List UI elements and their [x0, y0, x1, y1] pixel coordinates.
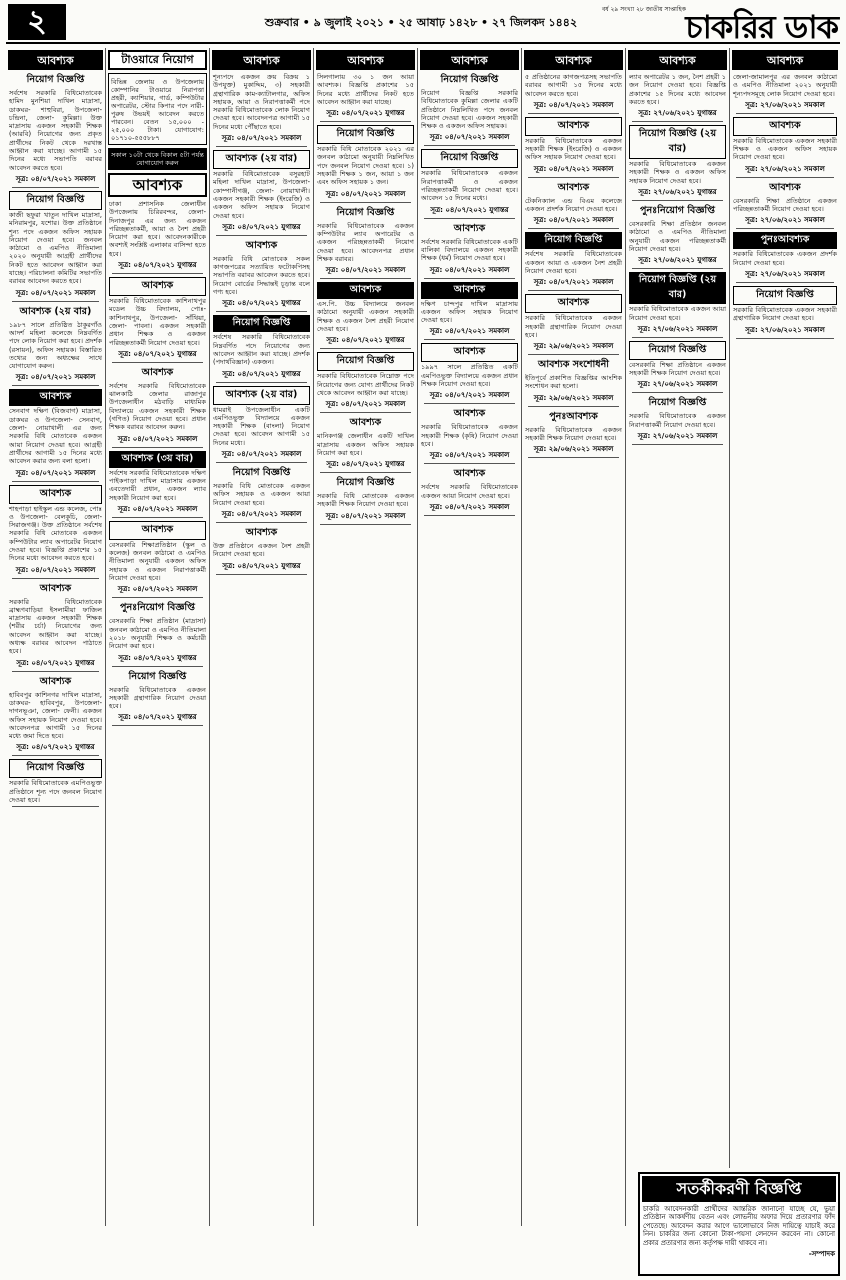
contact-band: সকাল ১০টা থেকে বিকাল ৫টা পর্যন্ত যোগাযোগ করুন — [108, 148, 207, 170]
column-8 — [730, 48, 840, 1168]
ad-title: নিয়োগ বিজ্ঞপ্তি — [733, 286, 837, 305]
ad-body: সরকারি বিধিমোতাবেক একজন সহকারী গ্রন্থাগারিক নিয়োগ দেওয়া হবে। — [109, 685, 206, 711]
ad-source: সূত্র: ০৪/০৭/২০২১ যুগান্তর — [16, 743, 95, 752]
ad-source: সূত্র: ০৪/০৭/২০২১ সমকাল — [117, 504, 198, 513]
ad-body: মানিকগঞ্জ জেলাধীন একটি দাখিল মাদ্রাসায় একজন অফিস সহায়ক নিয়োগ করা হবে। — [317, 432, 414, 457]
ad-source: সূত্র: ২৭/০৬/২০২১ সমকাল — [745, 100, 825, 109]
ad-source: সূত্র: ০৪/০৭/২০২১ যুগান্তর — [222, 561, 301, 570]
ad-source: সূত্র: ০৪/০৭/২০২১ সমকাল — [429, 133, 510, 142]
dateline: শুক্রবার • ৯ জুলাই ২০২১ • ২৫ আষাঢ় ১৪২৮ • ২৭ জিলকদ ১৪৪২ — [264, 16, 578, 29]
ad-body: ৫ প্রতিষ্ঠানের কাগজপত্রসহ সভাপতি বরাবর আগামী ১৫ দিনের মধ্যে আবেদন করতে হবে। — [525, 73, 622, 98]
ad-body: সর্বশেষ সরকারি বিধিমোতাবেক একজন আয়া ও একজন নৈশ প্রহরী নিয়োগ দেওয়া হবে। — [525, 250, 622, 275]
ad-body: টেকনিক্যাল এন্ড বিএম কলেজে একজন প্রদর্শক নিয়োগ দেওয়া হবে। — [525, 196, 622, 214]
ad-body: সরকারি বিধিমোতাবেক একজন সহকারী শিক্ষক নিয়োগ দেওয়া হবে। — [525, 425, 622, 443]
ad-body: বেসরকারি শিক্ষা প্রতিষ্ঠান জনবল কাঠামো ও এমপিও নীতিমালা অনুযায়ী একজন পরিচ্ছন্নতাকর্মী নিয়োগ দেওয়া হবে। — [629, 220, 726, 253]
job-ad — [106, 451, 209, 518]
column-heading: আবশ্যক — [316, 50, 415, 70]
page-number: ২ — [8, 4, 66, 40]
ad-source: সূত্র: ০৪/০৭/২০২১ সমকাল — [533, 164, 614, 173]
job-ad — [522, 181, 625, 230]
ad-body: সরকারি বিধিমোতাবেক নিম্নোক্ত পদে নিয়োগের জন্য যোগ্য প্রার্থীদের নিকট থেকে আবেদন আহ্বান করা যাচ্ছে। — [317, 372, 414, 397]
ad-title: আবশ্যক — [769, 181, 801, 193]
job-ad — [314, 282, 417, 349]
ad-body: সরকারি বিধিমোতাবেক এমপিওভুক্ত প্রতিষ্ঠানে শূন্য পদে জনবল নিয়োগ দেওয়া হবে। — [9, 779, 102, 805]
ad-body: সরকারি বিধিমোতাবেক একজন সহকারী শিক্ষক ও একজন অফিস সহায়ক নিয়োগ দেওয়া হবে। — [733, 136, 837, 162]
ad-title: আবশ্যক — [525, 294, 622, 313]
ad-source: সূত্র: ০৪/০৭/২০২১ সমকাল — [117, 434, 198, 443]
column-heading: আবশ্যক — [524, 50, 623, 70]
ad-source: সূত্র: ০৪/০৭/২০২১ সমকাল — [221, 450, 302, 459]
job-ad — [314, 416, 417, 473]
job-ad — [106, 601, 209, 666]
ad-title: আবশ্যক — [557, 181, 590, 193]
ad-divider — [632, 121, 723, 122]
ad-source: সূত্র: ০৪/০৭/২০২১ সমকাল — [429, 391, 510, 400]
job-ad — [418, 222, 521, 279]
job-ad — [626, 272, 729, 338]
ad-divider — [528, 354, 619, 355]
job-ad — [210, 526, 313, 575]
ad-title: পুনঃআবশ্যক — [733, 232, 837, 249]
ad-body: সিলগালায় ৩০ ১ জন আয়া আবশ্যক। বিজ্ঞপ্তি প্রকাশের ১৫ দিনের মধ্যে প্রার্থীদের নিকট হতে আবেদন আহ্বান করা যাচ্ছে। — [317, 73, 414, 106]
ad-divider — [320, 472, 411, 473]
job-ad — [522, 294, 625, 355]
job-ad — [6, 582, 105, 672]
job-ad — [730, 73, 840, 114]
ad-title: আবশ্যক — [349, 417, 382, 429]
job-ad — [730, 286, 840, 339]
ad-title: আবশ্যক — [39, 582, 72, 594]
ad-title: নিয়োগ বিজ্ঞপ্তি — [213, 315, 310, 332]
ad-body: বেসরকারি শিক্ষাপ্রতিষ্ঠান (স্কুল ও কলেজ) জনবল কাঠামো ও এমপিও নীতিমালা অনুযায়ী একজন অফিস সহায়ক ও একজন নিরাপত্তাকর্মী নিয়োগ দেওয়া হবে। — [109, 540, 206, 583]
ad-body: সর্বশেষ সরকারি বিধিমোতাবেক হামিদ মুনশিয়া দাখিল মাদ্রাসা, ডাকঘর- শাহুবিরা, উপজেলা- চন্দ্রিনা, জেলা- কুমিল্লা। উক্ত মাদ্রাসায় একজন সহকারী শিক্ষক (আরবি) নিয়োগের জন্য প্রকৃত প্রার্থীদের নিকট থেকে দরখাস্ত আহ্বান করা যাচ্ছে। আগামী ১৫ দিনের মধ্যে সভাপতি বরাবর আবেদন করতে হবে। — [9, 89, 102, 172]
ad-title: নিয়োগ বিজ্ঞপ্তি — [317, 352, 414, 371]
ad-title: নিয়োগ বিজ্ঞপ্তি — [421, 149, 518, 168]
ad-title: আবশ্যক সংশোধনী — [538, 359, 609, 371]
ad-body: সরকারি বিধিমোতাবেক একজন আয়া নিয়োগ দেওয়া হবে। — [629, 305, 726, 322]
ad-divider — [216, 522, 307, 523]
ad-body: নিয়োগ বিজ্ঞপ্তি সরকারি বিধিমোতাবেক কুমিল্লা জেলার একটি প্রতিষ্ঠানে নিম্নলিখিত পদে জনবল নিয়োগ দেওয়া হবে। একজন সহকারী শিক্ষক ও একজন অফিস সহায়ক। — [421, 89, 518, 131]
ad-body: ঢাকা প্রশাসনিক জেলাধীন উপজেলায় চিরিরবন্দর, জেলা- দিনাজপুর এর জন্য একজন পরিচ্ছন্নতাকর্মী, আয়া ও নৈশ প্রহরী নিয়োগ করা হবে। আবেদনকারীকে অবশ্যই সংশ্লিষ্ট এলাকার বাসিন্দা হতে হবে। — [109, 200, 206, 258]
job-ad — [210, 466, 313, 523]
ad-body: সরকারি বিধিমোতাবেক একজন সহকারী গ্রন্থাগারিক নিয়োগ দেওয়া হবে। — [525, 314, 622, 339]
ad-body: সরকারি বিধি মোতাবেক একজন অফিস সহায়ক ও একজন আয়া নিয়োগ দেওয়া হবে। — [213, 482, 310, 507]
ad-source: সূত্র: ২৭/০৬/২০২১ সমকাল — [745, 216, 825, 225]
ad-source: সূত্র: ০৪/০৭/২০২১ সমকাল — [533, 100, 614, 109]
ad-source: সূত্র: ০৪/০৭/২০২১ সমকাল — [533, 278, 614, 287]
ad-source: সূত্র: ০৪/০৭/২০২১ সমকাল — [15, 565, 96, 574]
ad-body: বেসরকারি শিক্ষা প্রতিষ্ঠানে একজন পরিচ্ছন্নতাকর্মী নিয়োগ দেওয়া হবে। — [733, 196, 837, 214]
ad-divider — [216, 382, 307, 383]
ad-source: সূত্র: ২৭/০৬/২০২১ সমকাল — [637, 324, 718, 333]
ad-divider — [112, 362, 203, 363]
ad-divider — [216, 311, 307, 312]
ad-divider — [736, 177, 834, 178]
ad-body: দক্ষিণ চান্দপুর দাখিল মাদ্রাসায় একজন অফিস সহায়ক নিয়োগ দেওয়া হবে। — [421, 299, 518, 325]
ad-divider — [12, 671, 99, 672]
column-heading: আবশ্যক — [628, 50, 727, 70]
section-heading: আবশ্যক — [108, 173, 207, 197]
ad-title: আবশ্যক — [525, 117, 622, 136]
job-ad — [418, 467, 521, 516]
warning-notice — [638, 1172, 840, 1276]
ad-title: আবশ্যক — [9, 485, 102, 504]
ad-divider — [12, 806, 99, 807]
job-ad — [418, 343, 521, 404]
ad-source: সূত্র: ০৪/০৭/২০২১ সমকাল — [15, 174, 96, 183]
ad-source: সূত্র: ০৪/০৭/২০২১ যুগান্তর — [222, 222, 301, 231]
ad-title: আবশ্যক — [421, 343, 518, 362]
ad-divider — [632, 268, 723, 269]
ad-divider — [320, 524, 411, 525]
ad-body: উক্ত প্রতিষ্ঠানে একজন নৈশ প্রহরী নিয়োগ দেওয়া হবে। — [213, 541, 310, 559]
ad-title: আবশ্যক — [109, 521, 206, 540]
warning-signature: -সম্পাদক — [808, 1250, 835, 1259]
ad-body: কাজী ছফুরা খাতুন দাখিল মাদ্রাসা, মনিরামপুর, যশোর। উক্ত প্রতিষ্ঠানে শূন্য পদে একজন অফিস সহায়ক নিয়োগ দেওয়া হবে। জনবল কাঠামো ও এমপিও নীতিমালা ২০২০ অনুযায়ী আগ্রহী প্রার্থীদের নিকট হতে আবেদন আহ্বান করা যাচ্ছে। পরিচালনা কমিটির সভাপতি বরাবর আবেদন করতে হবে। — [9, 210, 102, 286]
job-ad — [6, 191, 105, 302]
ad-body: ল্যাব অপারেটর ১ জন, নৈশ প্রহরী ১ জন নিয়োগ দেওয়া হবে। বিজ্ঞপ্তি প্রকাশের ১৫ দিনের মধ্যে আবেদন করতে হবে। — [629, 73, 726, 106]
ad-title: আবশ্যক — [141, 366, 174, 378]
job-ad — [730, 232, 840, 283]
ad-body: সরকারি বিধিমোতাবেক একজন সহকারী শিক্ষক (কৃষি) নিয়োগ দেওয়া হবে। — [421, 423, 518, 448]
ad-divider — [320, 348, 411, 349]
ad-title: আবশ্যক — [9, 389, 102, 406]
ad-title: নিয়োগ বিজ্ঞপ্তি — [336, 477, 395, 489]
ad-body: সরকারি বিধিমোতাবেক ব্রাহ্মণবাড়িয়া ইসলামীয়া ফাজিল মাদ্রাসায় একজন সহকারী শিক্ষক (শরীর চর্চা) নিয়োগের জন্য আবেদন আহ্বান করা যাচ্ছে। অধ্যক্ষ বরাবর আবেদন পাঠাতে হবে। — [9, 597, 102, 656]
job-ad — [6, 305, 105, 387]
ad-body: ইতিপূর্বে প্রকাশিত বিজ্ঞপ্তির আংশিক সংশোধন করা হলো। — [525, 374, 622, 391]
ad-divider — [320, 121, 411, 122]
ad-body: সরকারি বিধিমোতাবেক একজন সহকারী শিক্ষক (ইংরেজি) ও একজন অফিস সহায়ক নিয়োগ দেওয়া হবে। — [525, 136, 622, 162]
ad-body: সরকারি বিধি মোতাবেক সকল কাগজপত্রের সত্যায়িত ফটোকপিসহ সভাপতি বরাবর আবেদন করতে হবে। নিয়োগ বোর্ডের সিদ্ধান্তই চূড়ান্ত বলে গণ্য হবে। — [213, 254, 310, 297]
ad-body: ১৯৮৭ সালে প্রতিষ্ঠিত ঠাকুরগাঁও আদর্শ মহিলা কলেজে নিম্নবর্ণিত পদে লোক নিয়োগ করা হবে। প্রদর্শক (রসায়ন), অফিস সহায়ক। বিস্তারিত তথ্যের জন্য অধ্যক্ষের সাথে যোগাযোগ করুন। — [9, 320, 102, 371]
job-ad — [626, 396, 729, 445]
ad-divider — [320, 278, 411, 279]
tower-job-ad — [108, 73, 207, 145]
ad-title: নিয়োগ বিজ্ঞপ্তি (২য় বার) — [629, 272, 726, 304]
column-5 — [418, 48, 522, 1226]
ad-divider — [112, 666, 203, 667]
ad-body: সরকারি বিধিমোতাবেক একজন সহকারী গ্রন্থাগারিক নিয়োগ দেওয়া হবে। — [733, 305, 837, 323]
job-ad — [730, 181, 840, 230]
ad-divider — [112, 597, 203, 598]
ad-body: জেলা-জামালপুর এর জনবল কাঠামো ও এমপিও নীতিমালা ২০২১ অনুযায়ী শূন্যপদসমূহে লোক নিয়োগ দেওয়া হবে। — [733, 73, 837, 98]
ad-divider — [12, 481, 99, 482]
ad-body: সর্বশেষ সরকারি বিধিমোতাবেক একটি বালিকা বিদ্যালয়ে একজন সহকারী শিক্ষক (ধর্ম) নিয়োগ দেওয়া হবে। — [421, 237, 518, 263]
ad-divider — [528, 406, 619, 407]
ad-divider — [736, 338, 834, 339]
ad-source: সূত্র: ০৪/০৭/২০২১ যুগান্তর — [222, 299, 301, 308]
ad-body: সরকারি বিধিমোতাবেক একজন কম্পিউটার ল্যাব অপারেটর ও একজন পরিচ্ছন্নতাকর্মী নিয়োগ দেওয়া হবে। আবেদনপত্র প্রধান শিক্ষক বরাবর। — [317, 221, 414, 263]
job-ad — [210, 239, 313, 312]
ad-source: সূত্র: ০৪/০৭/২০২১ যুগান্তর — [222, 369, 301, 378]
ad-source: সূত্র: ০৪/০৭/২০২১ যুগান্তর — [430, 205, 509, 214]
ad-source: সূত্র: ০৪/০৭/২০২১ সমকাল — [533, 216, 614, 225]
masthead-title: চাকরির ডাক — [685, 8, 838, 46]
ad-divider — [528, 113, 619, 114]
ad-divider — [12, 385, 99, 386]
job-ad — [314, 476, 417, 525]
job-ad — [314, 73, 417, 122]
warning-body: চাকরি আবেদনকারী প্রার্থীদের আন্তরিক জানানো যাচ্ছে যে, ভুয়া প্রতিষ্ঠান আকর্ষণীয় বেতন এবং লোভনীয় অফার দিয়ে প্রতারণার ফাঁদ পেতেছে। আবেদন করার আগে ভালোভাবে নিজ দায়িত্বে যাচাই করে নিন। চাকরির জন্য কোনো টাকা-পয়সা লেনদেন করবেন না। কোনো প্রকার প্রতারণার জন্য কর্তৃপক্ষ দায়ী থাকবে না। — [643, 1205, 835, 1247]
ad-divider — [424, 339, 515, 340]
job-ad — [522, 73, 625, 114]
ad-body: সরকারি বিধিমোতাবেক বসুরহাট মহিলা দাখিল মাদ্রাসা, উপজেলা- কোম্পানীগঞ্জ, জেলা- নোয়াখালী। একজন সহকারী শিক্ষক (ইংরেজি) ও একজন অফিস সহায়ক নিয়োগ দেওয়া হবে। — [213, 170, 310, 220]
ad-body: এস.পি. উচ্চ বিদ্যালয়ে জনবল কাঠামো অনুযায়ী একজন সহকারী শিক্ষক ও একজন নৈশ প্রহরী নিয়োগ দেওয়া হবে। — [317, 300, 414, 334]
ad-body: সর্বশেষ সরকারি বিধিমোতাবেক নিম্নবর্ণিত পদে নিয়োগের জন্য আবেদন আহ্বান করা যাচ্ছে। প্রদর্শক (পদার্থবিজ্ঞান) একজন। — [213, 333, 310, 367]
ad-divider — [528, 177, 619, 178]
job-ad — [418, 73, 521, 146]
column-2 — [106, 48, 210, 1226]
ad-source: সূত্র: ০৪/০৭/২০২১ যুগান্তর — [16, 658, 95, 667]
ad-divider — [632, 444, 723, 445]
ad-body: সরকারি বিধি মোতাবেক ২০২১ এর জনবল কাঠামো অনুযায়ী নিম্নলিখিত পদে জনবল নিয়োগ দেওয়া হবে। ১) সহকারী শিক্ষক ১ জন, আয়া ১ জন এবং অফিস সহায়ক ১ জন। — [317, 145, 414, 187]
ad-title: আবশ্যক (২য় বার) — [19, 305, 92, 317]
ad-divider — [12, 301, 99, 302]
ad-source: সূত্র: ০৪/০৭/২০২১ সমকাল — [429, 451, 510, 460]
job-ad — [210, 315, 313, 382]
ad-title: নিয়োগ বিজ্ঞপ্তি (২য় বার) — [629, 125, 726, 159]
ad-source: সূত্র: ০৪/০৭/২০২১ সমকাল — [117, 585, 198, 594]
ad-divider — [632, 200, 723, 201]
column-heading: টাওয়ারে নিয়োগ — [108, 50, 207, 70]
ad-source: সূত্র: ২৭/০৬/২০২১ সমকাল — [637, 380, 718, 389]
job-ad — [6, 73, 105, 188]
ad-title: নিয়োগ বিজ্ঞপ্তি — [9, 191, 102, 210]
job-ad — [210, 386, 313, 463]
ad-divider — [528, 290, 619, 291]
ad-title: পুনঃনিয়োগ বিজ্ঞপ্তি — [120, 602, 195, 614]
ad-title: নিয়োগ বিজ্ঞপ্তি — [9, 759, 102, 778]
ad-divider — [12, 578, 99, 579]
ad-body: সর্বশেষ সরকারি বিধিমোতাবেক ঝালকাঠি জেলার রাজাপুর উপজেলাধীন মঠবাড়ি মাধ্যমিক বিদ্যালয়ে একজন সহকারী শিক্ষক (গণিত) নিয়োগ দেওয়া হবে। প্রধান শিক্ষক বরাবর আবেদন করুন। — [109, 381, 206, 432]
job-ad — [106, 366, 209, 448]
ad-title: আবশ্যক — [317, 282, 414, 299]
ad-divider — [216, 462, 307, 463]
ad-body: সর্বশেষ সরকারি বিধিমোতাবেক দক্ষিণ পাইকপাড়া দাখিল মাদ্রাসায় একজন এবতেদায়ী প্রধান, একজন ল্যাব সহকারী নিয়োগ করা হবে। — [109, 468, 206, 502]
column-7 — [626, 48, 730, 1168]
ad-divider — [112, 517, 203, 518]
job-ad — [418, 407, 521, 464]
ad-source: সূত্র: ২৭/০৬/২০২১ সমকাল — [745, 164, 825, 173]
ad-body: শূন্যপদে একজন ক্রয় বিক্রয় ১ উপযুক্ত) মুকাদ্দিম, ৩) সহকারী গ্রন্থাগারিক কাম-ক্যাটালগার, অফিস সহায়ক, আয়া ও নিরাপত্তাকর্মী পদে সরকারি বিধিমোতাবেক লোক নিয়োগ দেওয়া হবে। আবেদনপত্র আগামী ১৫ দিনের মধ্যে পৌঁছাতে হবে। — [213, 73, 310, 131]
job-ad — [106, 521, 209, 598]
ad-divider — [736, 228, 834, 229]
ad-source: সূত্র: ২৭/০৬/২০২১ সমকাল — [745, 325, 825, 334]
ad-title: নিয়োগ বিজ্ঞপ্তি — [336, 206, 395, 218]
ad-title: আবশ্যক — [109, 277, 206, 296]
job-ad — [314, 206, 417, 279]
ad-title: আবশ্যক — [245, 526, 278, 538]
ad-body: সরকারি বিধিমোতাবেক একজন নিরাপত্তাকর্মী নিয়োগ দেওয়া হবে। — [629, 412, 726, 429]
ad-title: নিয়োগ বিজ্ঞপ্তি — [629, 341, 726, 360]
page-header — [6, 4, 840, 44]
ad-divider — [216, 574, 307, 575]
ad-title: আবশ্যক (২য় বার) — [213, 150, 310, 169]
ad-title: আবশ্যক (৩য় বার) — [109, 451, 206, 468]
ad-divider — [632, 337, 723, 338]
masthead-subtitle: বর্ষ ২৯ সংখ্যা ২৮ জাতীয় সাপ্তাহিক — [601, 6, 686, 13]
ad-divider — [320, 412, 411, 413]
ad-body: ধামরাই উপজেলাধীন একটি এমপিওভুক্ত বিদ্যালয়ে একজন সহকারী শিক্ষক (বাংলা) নিয়োগ দেওয়া হবে। আবেদন আগামী ১৫ দিনের মধ্যে। — [213, 405, 310, 447]
ad-source: সূত্র: ০৪/০৭/২০২১ সমকাল — [429, 327, 510, 336]
ad-title: আবশ্যক — [245, 239, 278, 251]
ad-divider — [424, 145, 515, 146]
ad-title: আবশ্যক — [39, 675, 72, 687]
job-ad — [6, 759, 105, 807]
ad-source: সূত্র: ০৪/০৭/২০২১ সমকাল — [15, 468, 96, 477]
ad-source: সূত্র: ২৭/০৬/২০২১ সমকাল — [745, 269, 825, 278]
ad-body: শাহপাড়া হাইস্কুল এন্ড কলেজ, পোঃ ও উপজেলা- বেলকুচি, জেলা- সিরাজগঞ্জ। উক্ত প্রতিষ্ঠানে সর্বশেষ সরকারি বিধি মোতাবেক একজন কম্পিউটার ল্যাব অপারেটর নিয়োগ দেওয়া হবে। বিজ্ঞপ্তি প্রকাশের ১৫ দিনের মধ্যে আবেদন করতে হবে। — [9, 504, 102, 563]
column-3 — [210, 48, 314, 1226]
job-ad — [522, 232, 625, 291]
job-ad — [626, 204, 729, 269]
ad-divider — [424, 218, 515, 219]
ad-divider — [528, 228, 619, 229]
ad-divider — [736, 113, 834, 114]
job-ad — [6, 675, 105, 757]
job-ad — [418, 149, 521, 218]
ad-title: নিয়োগ বিজ্ঞপ্তি — [525, 232, 622, 249]
column-heading: আবশ্যক — [212, 50, 311, 70]
job-ad — [106, 670, 209, 727]
ad-divider — [736, 282, 834, 283]
ad-source: সূত্র: ০৪/০৭/২০২১ যুগান্তর — [326, 109, 405, 118]
ad-source: সূত্র: ২৯/০৬/২০২১ সমকাল — [533, 393, 614, 402]
ad-divider — [320, 202, 411, 203]
ad-divider — [424, 463, 515, 464]
ad-source: সূত্র: ০৪/০৭/২০২১ সমকাল — [325, 511, 406, 520]
job-ad — [6, 389, 105, 481]
column-1 — [6, 48, 106, 1226]
ad-divider — [424, 515, 515, 516]
job-ad — [626, 125, 729, 201]
ad-body: বেসরকারি শিক্ষা প্রতিষ্ঠানে একজন সহকারী শিক্ষক নিয়োগ দেওয়া হবে। — [629, 360, 726, 378]
ad-source: সূত্র: ২৭/০৬/২০২১ যুগান্তর — [638, 188, 717, 197]
ad-source: সূত্র: ০৪/০৭/২০২১ সমকাল — [325, 189, 406, 198]
column-heading: আবশ্যক — [8, 50, 103, 70]
job-ad — [522, 117, 625, 178]
column-heading: আবশ্যক — [732, 50, 838, 70]
ad-title: আবশ্যক — [421, 282, 518, 299]
ad-divider — [528, 457, 619, 458]
ad-source: সূত্র: ০৪/০৭/২০২১ সমকাল — [221, 134, 302, 143]
job-ad — [626, 341, 729, 394]
ad-source: সূত্র: ২৭/০৬/২০২১ যুগান্তর — [638, 256, 717, 265]
job-ad — [106, 277, 209, 363]
ad-source: সূত্র: ০৪/০৭/২০২১ সমকাল — [15, 373, 96, 382]
ad-source: সূত্র: ০৪/০৭/২০২১ যুগান্তর — [326, 460, 405, 469]
ad-body: সরকারি বিধিমোতাবেক কাশিনাথপুর মডেল উচ্চ বিদ্যালয়, পোঃ- কাশিনাথপুর, উপজেলা- সাঁথিয়া, জেলা- পাবনা। একজন সহকারী প্রধান শিক্ষক ও একজন পরিচ্ছন্নতাকর্মী নিয়োগ দেওয়া হবে। — [109, 297, 206, 347]
ad-body: বেসরকারি শিক্ষা প্রতিষ্ঠান (মাদ্রাসা) জনবল কাঠামো ও এমপিও নীতিমালা ২০১৮ অনুযায়ী শিক্ষক ও কর্মচারী নিয়োগ করা হবে। — [109, 617, 206, 651]
job-ad — [106, 200, 209, 274]
ad-divider — [112, 273, 203, 274]
ad-source: সূত্র: ০৪/০৭/২০২১ সমকাল — [429, 502, 510, 511]
ad-divider — [112, 447, 203, 448]
ad-title: নিয়োগ বিজ্ঞপ্তি — [26, 74, 85, 85]
ad-divider — [216, 146, 307, 147]
column-4 — [314, 48, 418, 1226]
job-ad — [730, 117, 840, 178]
ad-divider — [216, 235, 307, 236]
ad-source: সূত্র: ০৪/০৭/২০২১ সমকাল — [221, 509, 302, 518]
job-ad — [210, 73, 313, 147]
ad-title: আবশ্যক — [733, 117, 837, 136]
ad-title: পুনঃনিয়োগ বিজ্ঞপ্তি — [640, 205, 715, 217]
ad-source: সূত্র: ২৭/০৬/২০২১ যুগান্তর — [638, 109, 717, 118]
ad-body: সেনবাগ দক্ষিণ (বিজবাগ) মাদ্রাসা, ডাকঘর ও উপজেলা- সেনবাগ, জেলা- নোয়াখালী এর জন্য সরকারি বিধি মোতাবেক একজন আয়া নিয়োগ দেওয়া হবে। আগ্রহী প্রার্থীদের আগামী ১৫ দিনের মধ্যে আবেদন করার জন্য বলা হলো। — [9, 407, 102, 466]
ad-source: সূত্র: ০৪/০৭/২০২১ যুগান্তর — [118, 261, 197, 270]
job-ad — [314, 125, 417, 202]
ad-source: সূত্র: ০৪/০৭/২০২১ যুগান্তর — [118, 349, 197, 358]
ad-source: সূত্র: ২৯/০৬/২০২১ সমকাল — [533, 445, 614, 454]
ad-title: নিয়োগ বিজ্ঞপ্তি — [648, 397, 707, 409]
ad-body: ১৯৯৭ সালে প্রতিষ্ঠিত একটি এমপিওভুক্ত বিদ্যালয়ে একজন প্রধান শিক্ষক নিয়োগ দেওয়া হবে। — [421, 363, 518, 389]
column-6 — [522, 48, 626, 1226]
column-heading: আবশ্যক — [420, 50, 519, 70]
ad-title: আবশ্যক — [453, 468, 486, 480]
ad-body: সরকারি বিধিমোতাবেক একজন প্রদর্শক নিয়োগ দেওয়া হবে। — [733, 250, 837, 267]
ad-body: হাবিবপুর কাশিনগর দাখিল মাদ্রাসা, ডাকঘর- হাবিবপুর, উপজেলা- দাগনভূঞা, জেলা- ফেনী। একজন অফিস সহায়ক নিয়োগ দেওয়া হবে। আবেদনপত্র আগামী ১৫ দিনের মধ্যে জমা দিতে হবে। — [9, 690, 102, 741]
ad-source: সূত্র: ২৭/০৬/২০২১ সমকাল — [637, 432, 718, 441]
ad-source: সূত্র: ০৪/০৭/২০২১ সমকাল — [15, 288, 96, 297]
ad-source: সূত্র: ০৪/০৭/২০২১ যুগান্তর — [326, 336, 405, 345]
warning-title: সতর্কীকরণী বিজ্ঞপ্তি — [642, 1176, 836, 1202]
ad-source: সূত্র: ০৪/০৭/২০২১ যুগান্তর — [118, 653, 197, 662]
job-ad — [418, 282, 521, 341]
ad-title: পুনঃআবশ্যক — [549, 410, 598, 422]
job-ad — [314, 352, 417, 413]
ad-title: নিয়োগ বিজ্ঞপ্তি — [128, 670, 187, 682]
ad-divider — [12, 755, 99, 756]
ad-body: সরকারি বিধি মোতাবেক একজন সহকারী শিক্ষক নিয়োগ দেওয়া হবে। — [317, 492, 414, 509]
job-ad — [626, 73, 729, 122]
ad-divider — [424, 278, 515, 279]
ad-columns — [6, 48, 840, 1226]
ad-body: সরকারি বিধিমোতাবেক একজন নিরাপত্তাকর্মী ও একজন পরিচ্ছন্নতাকর্মী নিয়োগ দেওয়া হবে। আবেদন ১৫ দিনের মধ্যে। — [421, 169, 518, 203]
job-ad — [522, 410, 625, 459]
tower-ad-body: বিভিন্ন জেলায় ও উপজেলায় কোম্পানির টাওয়ারে নিরাপত্তা প্রহরী, ক্যাশিয়ার, গার্ড, কম্পিউটার অপারেটর, স্টোর কিপার পদে নারী-পুরুষ উভয়ই আবেদন করতে পারবেন। বেতন ১৫,০০০ - ২৫,০০০ টাকা। যোগাযোগ: ০১৭১০-৫৫৫৮৮৭ — [111, 78, 204, 142]
ad-divider — [424, 403, 515, 404]
ad-divider — [112, 725, 203, 726]
ad-body: সরকারি বিধিমোতাবেক একজন সহকারী শিক্ষক ও একজন অফিস সহায়ক নিয়োগ দেওয়া হবে। — [629, 160, 726, 185]
ad-source: সূত্র: ০৪/০৭/২০২১ সমকাল — [429, 265, 510, 274]
job-ad — [522, 358, 625, 407]
ad-body: সর্বশেষ সরকারি বিধিমোতাবেক একজন আয়া নিয়োগ দেওয়া হবে। — [421, 483, 518, 500]
ad-divider — [12, 187, 99, 188]
job-ad — [210, 150, 313, 236]
ad-title: নিয়োগ বিজ্ঞপ্তি — [317, 125, 414, 144]
ad-source: সূত্র: ২৯/০৬/২০২১ সমকাল — [533, 342, 614, 351]
ad-source: সূত্র: ০৪/০৭/২০২১ সমকাল — [325, 266, 406, 275]
ad-source: সূত্র: ০৪/০৭/২০২১ যুগান্তর — [118, 713, 197, 722]
ad-divider — [632, 392, 723, 393]
job-ad — [6, 485, 105, 579]
ad-source: সূত্র: ০৪/০৭/২০২১ সমকাল — [325, 400, 406, 409]
ad-title: নিয়োগ বিজ্ঞপ্তি — [440, 74, 499, 85]
ad-title: নিয়োগ বিজ্ঞপ্তি — [232, 467, 291, 479]
ad-title: আবশ্যক — [453, 408, 486, 420]
ad-title: আবশ্যক (২য় বার) — [213, 386, 310, 405]
ad-title: আবশ্যক — [453, 222, 486, 234]
